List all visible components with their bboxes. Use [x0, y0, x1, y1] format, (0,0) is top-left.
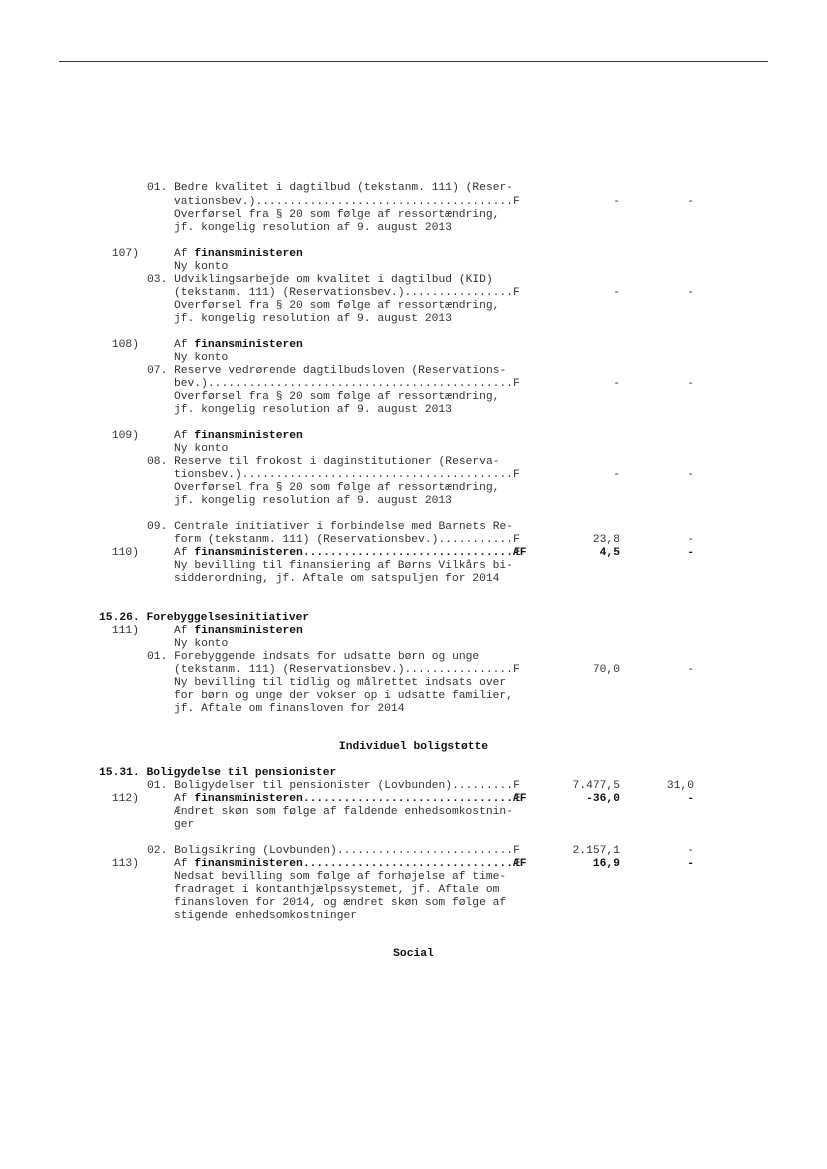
change-code: ÆF	[512, 793, 527, 805]
change-code: ÆF	[512, 547, 527, 559]
value-col1: -	[613, 196, 620, 208]
note-line: stigende enhedsomkostninger	[174, 910, 358, 922]
af-label: Af	[174, 547, 195, 559]
group-heading: Social	[393, 948, 434, 960]
group-heading: Individuel boligstøtte	[338, 741, 489, 753]
amendment-author	[174, 625, 303, 638]
note-line: Overførsel fra § 20 som følge af ressortændring,	[174, 300, 500, 312]
value-col1: -	[613, 287, 620, 299]
note-line: Ny bevilling til finansiering af Børns Vilkårs bi-	[174, 560, 513, 572]
note-line: finansloven for 2014, og ændret skøn som følge af	[174, 897, 507, 909]
value-col1: -	[613, 469, 620, 481]
note-line: sidderordning, jf. Aftale om satspuljen for 2014	[174, 573, 500, 585]
account-line: tionsbev.)........................................F	[174, 469, 520, 481]
af-label: Af	[174, 339, 195, 351]
account-line: (tekstanm. 111) (Reservationsbev.)................F	[174, 664, 520, 676]
note-line: for børn og unge der vokser op i udsatte familier,	[174, 690, 513, 702]
value-col2: -	[687, 469, 694, 481]
amendment-author	[174, 430, 303, 443]
value-col1: 70,0	[592, 664, 620, 676]
section-heading: 15.26. Forebyggelsesinitiativer	[99, 612, 310, 624]
amendment-ref: 111)	[111, 625, 139, 637]
note-line: jf. kongelig resolution af 9. august 2013	[174, 404, 452, 416]
account-line: 01. Boligydelser til pensionister (Lovbunden).........F	[147, 780, 520, 792]
change-col2: -	[687, 793, 694, 805]
value-col2: -	[687, 196, 694, 208]
section-heading: 15.31. Boligydelse til pensionister	[99, 767, 337, 779]
account-line: vationsbev.)......................................F	[174, 196, 520, 208]
af-label: Af	[174, 248, 195, 260]
change-col1: -36,0	[586, 793, 620, 805]
amendment-line	[174, 793, 527, 806]
amendment-ref: 109)	[111, 430, 139, 442]
account-line: 01. Bedre kvalitet i dagtilbud (tekstanm. 111) (Reser-	[147, 182, 514, 194]
note-line: Ændret skøn som følge af faldende enhedsomkostnin-	[174, 806, 513, 818]
minister-label: finansministeren	[194, 547, 303, 559]
new-account-label: Ny konto	[174, 352, 229, 364]
account-line: form (tekstanm. 111) (Reservationsbev.)...........F	[174, 534, 520, 546]
change-col1: 16,9	[592, 858, 620, 870]
leader-dots: ...............................	[302, 793, 513, 805]
account-line: 01. Forebyggende indsats for udsatte børn og unge	[147, 651, 480, 663]
account-line: 07. Reserve vedrørende dagtilbudsloven (Reservations-	[147, 365, 507, 377]
change-col1: 4,5	[599, 547, 620, 559]
minister-label: finansministeren	[194, 248, 303, 260]
account-line: 08. Reserve til frokost i daginstitutioner (Reserva-	[147, 456, 500, 468]
value-col2: -	[687, 664, 694, 676]
af-label: Af	[174, 625, 195, 637]
note-line: jf. kongelig resolution af 9. august 2013	[174, 313, 452, 325]
value-col2: 31,0	[666, 780, 694, 792]
account-line: 02. Boligsikring (Lovbunden)..........................F	[147, 845, 520, 857]
account-line: bev.).............................................F	[174, 378, 520, 390]
note-line: Overførsel fra § 20 som følge af ressortændring,	[174, 209, 500, 221]
note-line: Ny bevilling til tidlig og målrettet indsats over	[174, 677, 507, 689]
minister-label: finansministeren	[194, 430, 303, 442]
amendment-ref: 113)	[111, 858, 139, 870]
minister-label: finansministeren	[194, 339, 303, 351]
new-account-label: Ny konto	[174, 261, 229, 273]
note-line: Nedsat bevilling som følge af forhøjelse af time-	[174, 871, 507, 883]
amendment-ref: 108)	[111, 339, 139, 351]
value-col2: -	[687, 845, 694, 857]
value-col1: 2.157,1	[572, 845, 620, 857]
value-col2: -	[687, 287, 694, 299]
account-line: (tekstanm. 111) (Reservationsbev.)................F	[174, 287, 520, 299]
change-col2: -	[687, 547, 694, 559]
note-line: Overførsel fra § 20 som følge af ressortændring,	[174, 391, 500, 403]
amendment-line	[174, 547, 527, 560]
note-line: ger	[174, 819, 195, 831]
change-col2: -	[687, 858, 694, 870]
account-line: 03. Udviklingsarbejde om kvalitet i dagtilbud (KID)	[147, 274, 493, 286]
new-account-label: Ny konto	[174, 638, 229, 650]
value-col1: 7.477,5	[572, 780, 620, 792]
leader-dots: ...............................	[302, 858, 513, 870]
header-rule	[59, 61, 768, 62]
minister-label: finansministeren	[194, 858, 303, 870]
amendment-ref: 112)	[111, 793, 139, 805]
value-col1: -	[613, 378, 620, 390]
minister-label: finansministeren	[194, 625, 303, 637]
note-line: jf. kongelig resolution af 9. august 2013	[174, 222, 452, 234]
change-code: ÆF	[512, 858, 527, 870]
account-line: 09. Centrale initiativer i forbindelse med Barnets Re-	[147, 521, 514, 533]
amendment-author	[174, 339, 303, 352]
amendment-ref: 110)	[111, 547, 139, 559]
value-col2: -	[687, 378, 694, 390]
amendment-line	[174, 858, 527, 871]
note-line: Overførsel fra § 20 som følge af ressortændring,	[174, 482, 500, 494]
value-col1: 23,8	[592, 534, 620, 546]
note-line: jf. Aftale om finansloven for 2014	[174, 703, 405, 715]
note-line: fradraget i kontanthjælpssystemet, jf. Aftale om	[174, 884, 500, 896]
minister-label: finansministeren	[194, 793, 303, 805]
new-account-label: Ny konto	[174, 443, 229, 455]
amendment-author	[174, 248, 303, 261]
note-line: jf. kongelig resolution af 9. august 2013	[174, 495, 452, 507]
af-label: Af	[174, 858, 195, 870]
leader-dots: ...............................	[302, 547, 513, 559]
amendment-ref: 107)	[111, 248, 139, 260]
value-col2: -	[687, 534, 694, 546]
af-label: Af	[174, 430, 195, 442]
af-label: Af	[174, 793, 195, 805]
